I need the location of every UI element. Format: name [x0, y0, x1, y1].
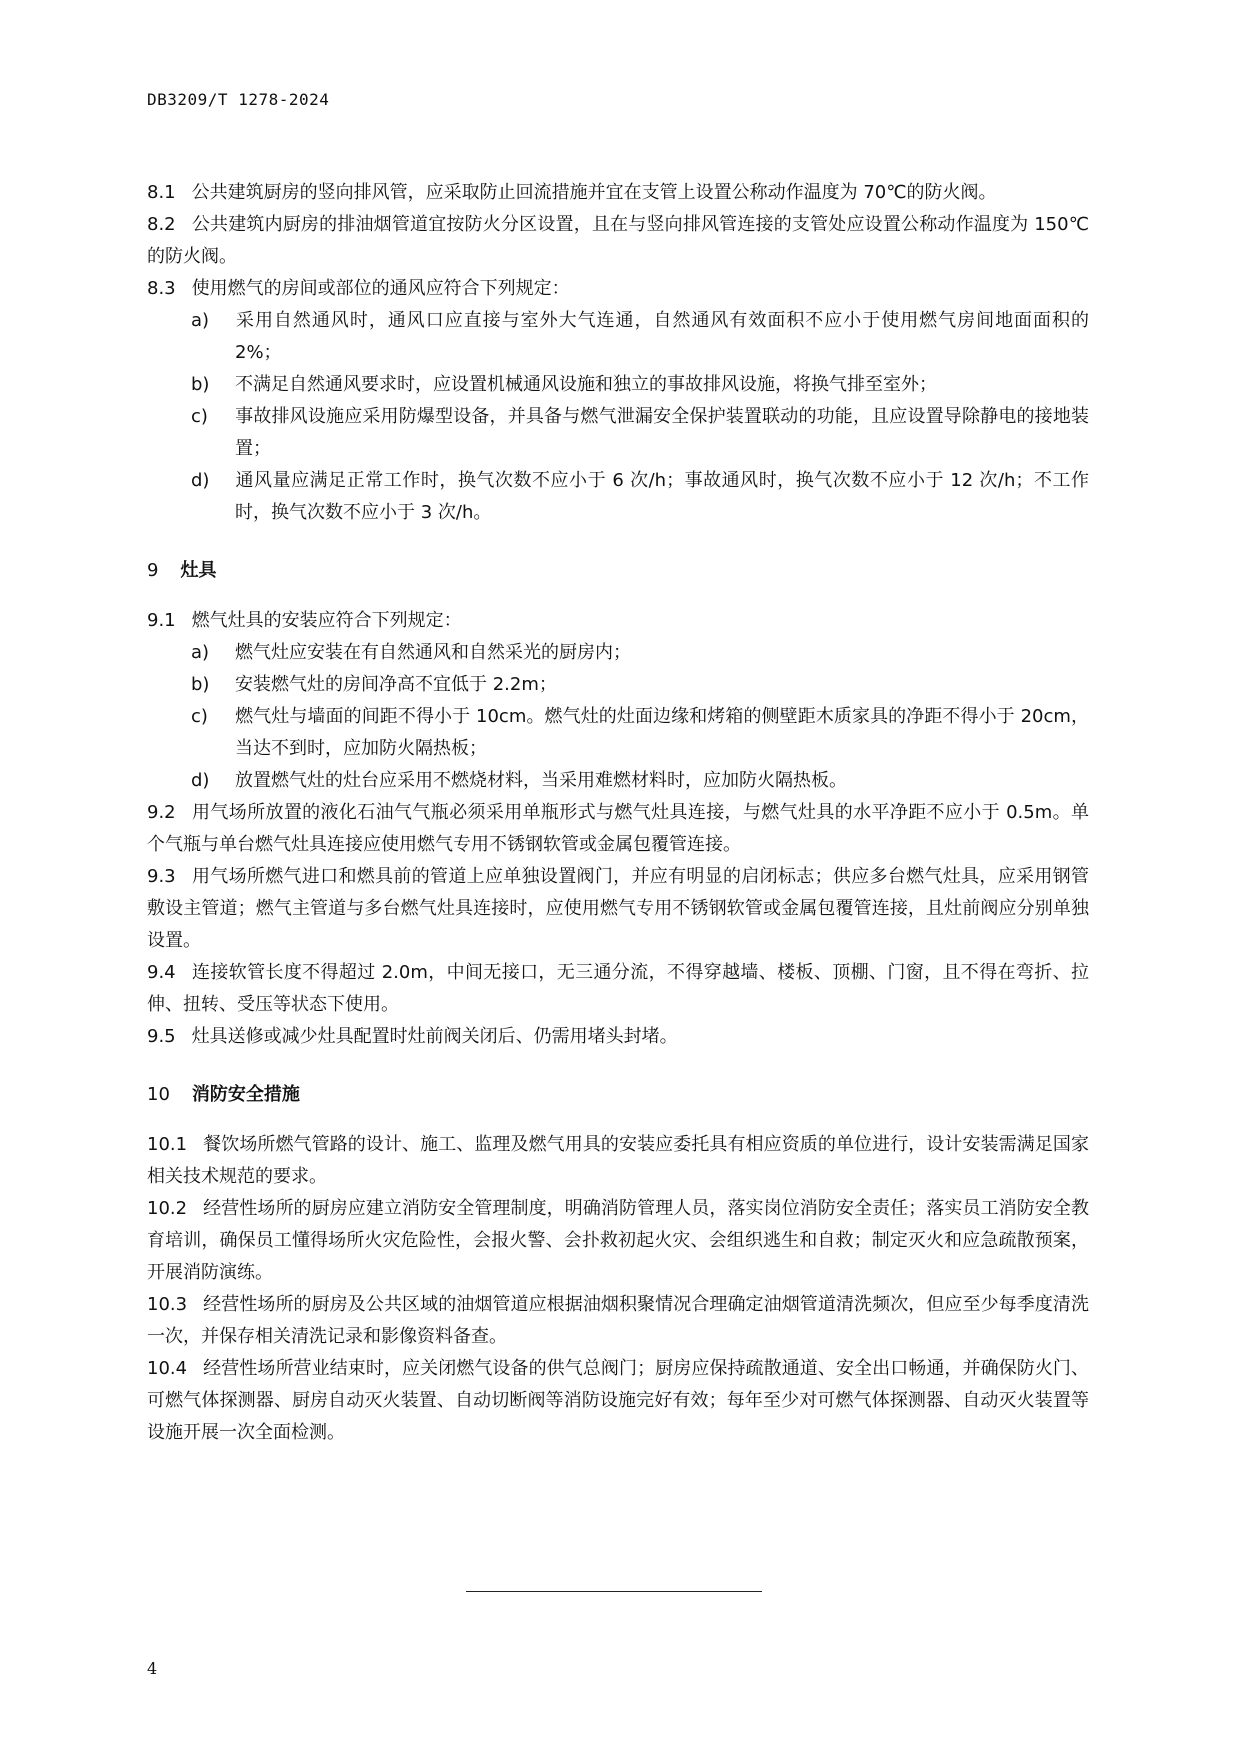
list-item-text: 放置燃气灶的灶台应采用不燃烧材料，当采用难燃材料时，应加防火隔热板。: [235, 770, 847, 791]
list-item-label: c): [191, 706, 208, 727]
list-item-text: 事故排风设施应采用防爆型设备，并具备与燃气泄漏安全保护装置联动的功能，且应设置导除静电的接地装置；: [235, 406, 1089, 459]
list-item-text: 不满足自然通风要求时，应设置机械通风设施和独立的事故排风设施，将换气排至室外；: [235, 374, 937, 395]
section-number: 9: [147, 560, 159, 581]
clause-number: 8.3: [147, 278, 176, 299]
clause-8-1: [147, 177, 1089, 209]
clause-text: 餐饮场所燃气管路的设计、施工、监理及燃气用具的安装应委托具有相应资质的单位进行，设计安装需满足国家相关技术规范的要求。: [147, 1134, 1089, 1187]
clause-9-5: [147, 1021, 1089, 1053]
clause-number: 8.2: [147, 214, 176, 235]
clause-text: 连接软管长度不得超过 2.0m，中间无接口，无三通分流，不得穿越墙、楼板、顶棚、门窗，且不得在弯折、拉伸、扭转、受压等状态下使用。: [147, 962, 1089, 1015]
clause-number: 8.1: [147, 182, 176, 203]
list-item-label: b): [191, 374, 210, 395]
list-item-label: d): [191, 770, 210, 791]
list-item: [191, 637, 1089, 669]
list-item-label: b): [191, 674, 210, 695]
clause-text: 经营性场所的厨房应建立消防安全管理制度，明确消防管理人员，落实岗位消防安全责任；落实员工消防安全教育培训，确保员工懂得场所火灾危险性，会报火警、会扑救初起火灾、会组织逃生和自救；制定灭火和应急疏散预案，开展消防演练。: [147, 1198, 1089, 1283]
section-10-heading: [147, 1079, 1089, 1111]
clause-9-2: [147, 797, 1089, 861]
clause-text: 经营性场所的厨房及公共区域的油烟管道应根据油烟积聚情况合理确定油烟管道清洗频次，但应至少每季度清洗一次，并保存相关清洗记录和影像资料备查。: [147, 1294, 1089, 1347]
document-code-header: DB3209/T 1278-2024: [147, 90, 330, 109]
clause-number: 9.5: [147, 1026, 176, 1047]
clause-number: 10.2: [147, 1198, 188, 1219]
clause-text: 使用燃气的房间或部位的通风应符合下列规定：: [191, 278, 570, 299]
list-item-text: 采用自然通风时，通风口应直接与室外大气连通，自然通风有效面积不应小于使用燃气房间地面面积的 2%；: [235, 310, 1089, 363]
clause-text: 经营性场所营业结束时，应关闭燃气设备的供气总阀门；厨房应保持疏散通道、安全出口畅通，并确保防火门、可燃气体探测器、厨房自动灭火装置、自动切断阀等消防设施完好有效；每年至少对可燃气体探测器、自动灭火装置等设施开展一次全面检测。: [147, 1358, 1089, 1443]
clause-text: 燃气灶具的安装应符合下列规定：: [191, 610, 462, 631]
list-item-label: c): [191, 406, 208, 427]
section-9-heading: [147, 555, 1089, 587]
clause-text: 用气场所放置的液化石油气气瓶必须采用单瓶形式与燃气灶具连接，与燃气灶具的水平净距不应小于 0.5m。单个气瓶与单台燃气灶具连接应使用燃气专用不锈钢软管或金属包覆管连接。: [147, 802, 1089, 855]
list-item: [191, 701, 1089, 765]
clause-number: 10.4: [147, 1358, 188, 1379]
list-item-text: 安装燃气灶的房间净高不宜低于 2.2m；: [235, 674, 557, 695]
clause-10-4: [147, 1353, 1089, 1449]
clause-text: 公共建筑内厨房的排油烟管道宜按防火分区设置，且在与竖向排风管连接的支管处应设置公称动作温度为 150℃的防火阀。: [147, 214, 1089, 267]
section-title: 灶具: [180, 560, 217, 581]
clause-9-1: [147, 605, 1089, 637]
list-item-text: 燃气灶与墙面的间距不得小于 10cm。燃气灶的灶面边缘和烤箱的侧壁距木质家具的净距不得小于 20cm，当达不到时，应加防火隔热板；: [235, 706, 1089, 759]
clause-number: 9.1: [147, 610, 176, 631]
list-item-label: a): [191, 642, 210, 663]
page-number: 4: [147, 1659, 158, 1678]
list-item-text: 燃气灶应安装在有自然通风和自然采光的厨房内；: [235, 642, 631, 663]
list-item: [191, 369, 1089, 401]
clause-10-2: [147, 1193, 1089, 1289]
list-item: [191, 465, 1089, 529]
clause-text: 公共建筑厨房的竖向排风管，应采取防止回流措施并宜在支管上设置公称动作温度为 70℃的防火阀。: [191, 182, 997, 203]
list-item: [191, 305, 1089, 369]
list-item: [191, 401, 1089, 465]
clause-8-3: [147, 273, 1089, 305]
list-item: [191, 765, 1089, 797]
end-of-document-rule: [466, 1591, 762, 1592]
clause-9-3: [147, 861, 1089, 957]
section-number: 10: [147, 1084, 170, 1105]
clause-8-2: [147, 209, 1089, 273]
list-item-label: d): [191, 470, 210, 491]
list-item-text: 通风量应满足正常工作时，换气次数不应小于 6 次/h；事故通风时，换气次数不应小于 12 次/h；不工作时，换气次数不应小于 3 次/h。: [235, 470, 1089, 523]
clause-number: 9.4: [147, 962, 176, 983]
clause-10-3: [147, 1289, 1089, 1353]
clause-number: 9.2: [147, 802, 176, 823]
clause-number: 10.1: [147, 1134, 188, 1155]
clause-10-1: [147, 1129, 1089, 1193]
clause-text: 灶具送修或减少灶具配置时灶前阀关闭后、仍需用堵头封堵。: [191, 1026, 678, 1047]
clause-text: 用气场所燃气进口和燃具前的管道上应单独设置阀门，并应有明显的启闭标志；供应多台燃气灶具，应采用钢管敷设主管道；燃气主管道与多台燃气灶具连接时，应使用燃气专用不锈钢软管或金属包覆管连接，且灶前阀应分别单独设置。: [147, 866, 1089, 951]
document-body: [147, 177, 1089, 1449]
clause-9-4: [147, 957, 1089, 1021]
clause-number: 9.3: [147, 866, 176, 887]
clause-number: 10.3: [147, 1294, 188, 1315]
list-item: [191, 669, 1089, 701]
list-item-label: a): [191, 310, 210, 331]
section-title: 消防安全措施: [191, 1084, 300, 1105]
